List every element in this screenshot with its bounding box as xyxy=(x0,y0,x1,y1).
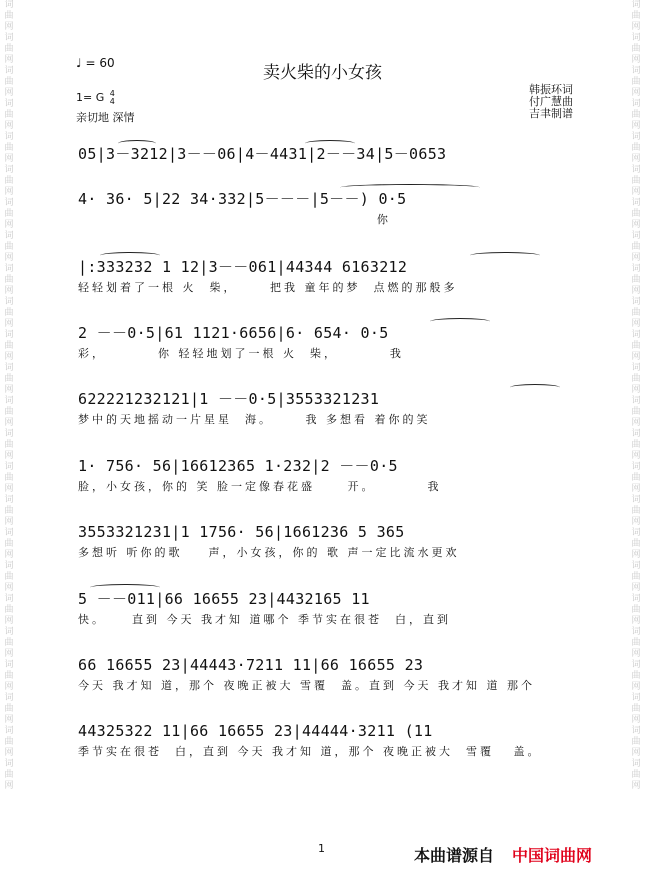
notes-line: 66 16655 23|44443·7211 11|66 16655 23 xyxy=(78,656,424,674)
score-row-9 xyxy=(78,656,568,691)
score-row-10 xyxy=(78,722,568,757)
notes-line: 3553321231|1 1756· 56|1661236 5 365 xyxy=(78,523,405,541)
source-site: 中国词曲网 xyxy=(512,846,593,865)
lyrics-line: 轻轻划着了一根 火 柴， 把我 童年的梦 点燃的那般多 xyxy=(78,281,458,294)
score-row-5 xyxy=(78,390,568,425)
source-label: 本曲谱源自 xyxy=(414,846,495,865)
page-number: 1 xyxy=(318,842,325,855)
slur xyxy=(118,140,156,147)
time-top: 4 xyxy=(109,89,115,98)
score-row-7 xyxy=(78,523,568,558)
slur xyxy=(430,318,490,325)
key-label: 1= G xyxy=(76,91,105,104)
lyrics-line: 彩， 你 轻轻地划了一根 火 柴， 我 xyxy=(78,347,404,360)
lyrics-line: 梦中的天地摇动一片星星 海。 我 多想看 着你的笑 xyxy=(78,413,431,426)
slur xyxy=(90,584,160,591)
slur xyxy=(340,184,480,191)
watermark-right: 词曲网词曲网词曲网词曲网词曲网词曲网词曲网词曲网词曲网词曲网词曲网词曲网词曲网词曲网词曲网词曲网词曲网词曲网词曲网词曲网词曲网词曲网词曲网词曲网 xyxy=(631,0,641,791)
lyrics-line: 你 xyxy=(78,213,391,226)
lyricist: 韩振环词 xyxy=(529,83,573,96)
score-row-3 xyxy=(78,258,568,293)
notes-line: 44325322 11|66 16655 23|44444·3211 (11 xyxy=(78,722,433,740)
notes-line: 05|3－3212|3－－06|4－4431|2－－34|5－0653 xyxy=(78,145,447,163)
lyrics-line: 季节实在很苍 白，直到 今天 我才知 道，那个 夜晚正被大 雪覆 盖。 xyxy=(78,745,542,758)
composer: 付广慧曲 xyxy=(529,95,573,108)
slur xyxy=(305,140,355,147)
watermark-left: 词曲网词曲网词曲网词曲网词曲网词曲网词曲网词曲网词曲网词曲网词曲网词曲网词曲网词曲网词曲网词曲网词曲网词曲网词曲网词曲网词曲网词曲网词曲网词曲网 xyxy=(4,0,14,791)
lyrics-line: 快。 直到 今天 我才知 道哪个 季节实在很苍 白，直到 xyxy=(78,613,451,626)
score-row-6 xyxy=(78,457,568,492)
notes-line: 622221232121|1 －－0·5|3553321231 xyxy=(78,390,380,408)
score-row-2 xyxy=(78,190,568,225)
lyrics-line: 多想听 听你的歌 声，小女孩，你的 歌 声一定比流水更欢 xyxy=(78,546,460,559)
notes-line: |:333232 1 12|3－－061|44344 6163212 xyxy=(78,258,408,276)
notes-line: 1· 756· 56|16612365 1·232|2 －－0·5 xyxy=(78,457,398,475)
lyrics-line: 今天 我才知 道，那个 夜晚正被大 雪覆 盖。直到 今天 我才知 道 那个 xyxy=(78,679,535,692)
lyrics-line xyxy=(78,166,568,180)
slur xyxy=(470,252,540,259)
slur xyxy=(510,384,560,391)
expression-mark: 亲切地 深情 xyxy=(76,111,135,124)
notes-line: 5 －－011|66 16655 23|4432165 11 xyxy=(78,590,370,608)
notes-line: 4· 36· 5|22 34·332|5－－－|5－－) 0·5 xyxy=(78,190,407,208)
source-credit xyxy=(414,843,592,866)
score-row-8 xyxy=(78,590,568,625)
tempo-marking: ♩ = 60 xyxy=(76,56,115,70)
time-signature xyxy=(110,90,115,106)
notes-line: 2 －－0·5|61 1121·6656|6· 654· 0·5 xyxy=(78,324,389,342)
score-row-4 xyxy=(78,324,568,359)
lyrics-line: 脸，小女孩，你的 笑 脸一定像春花盛 开。 我 xyxy=(78,480,442,493)
key-signature xyxy=(76,90,115,106)
credits xyxy=(529,84,573,120)
slur xyxy=(100,252,160,259)
score-row-1 xyxy=(78,145,568,180)
transcriber: 吉聿制谱 xyxy=(529,107,573,120)
song-title: 卖火柴的小女孩 xyxy=(263,63,382,83)
time-bottom: 4 xyxy=(109,97,115,106)
